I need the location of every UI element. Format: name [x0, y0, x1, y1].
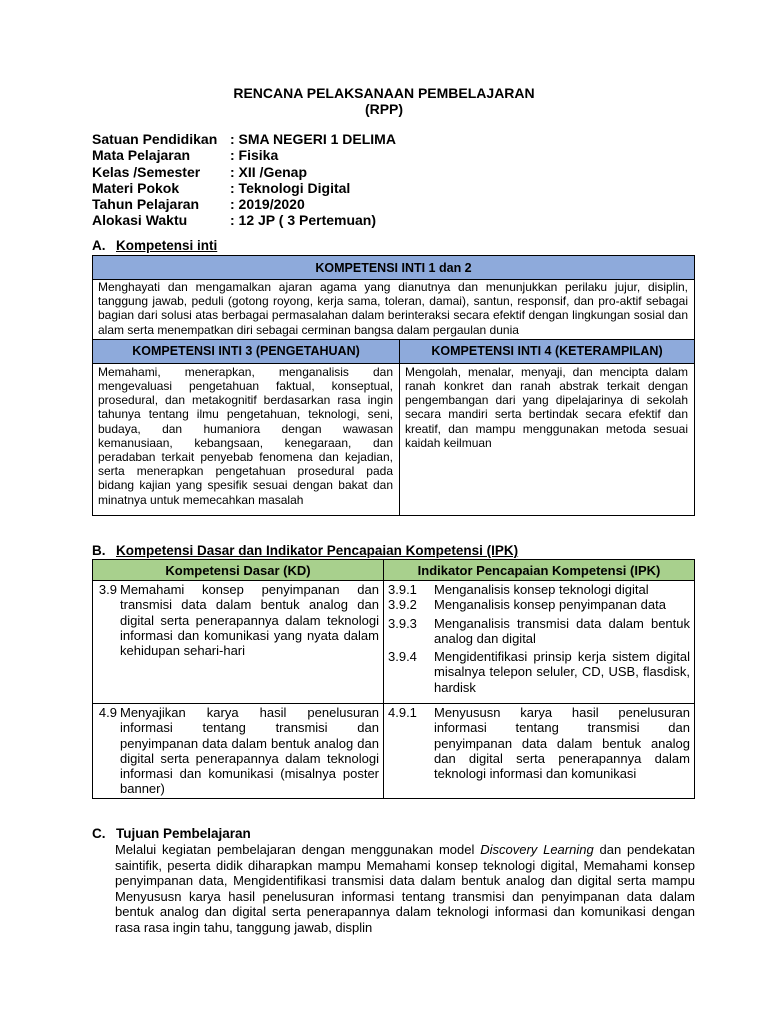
ki12-text: Menghayati dan mengamalkan ajaran agama yang dianutnya dan menunjukkan perilaku jujur, disiplin, tanggung jawab, peduli (gotong royong, kerja sama, toleran, damai), santun, responsif, dan pro-aktif sebagai bagian dari solusi atas berbagai permasalahan dalam berinteraksi secara efektif dengan lingkungan sosial dan alam serta menempatkan diri sebagai cerminan bangsa dalam pergaulan dunia	[98, 280, 688, 337]
kd-number: 4.9	[98, 705, 117, 720]
ipk-item	[384, 705, 694, 781]
ki12-cell	[93, 280, 695, 340]
section-letter: B.	[92, 543, 106, 558]
model-name: Discovery Learning	[480, 842, 594, 857]
meta-value: : Fisika	[230, 147, 279, 164]
meta-row-kelas	[92, 164, 396, 180]
meta-value: : Teknologi Digital	[230, 179, 351, 196]
paragraph-text: dan pendekatan saintifik, peserta didik diharapkan mampu Memahami konsep teknologi digital, Memahami konsep penyimpanan data, Mengidentifikasi transmisi data dalam bentuk analog dan digital serta mampu Menyususn karya hasil penelusuran informasi tentang transmisi dan penyimpanan data dalam bentuk analog dan digital serta penerapannya dalam teknologi informasi dan komunikasi dengan rasa rasa ingin tahu, tanggung jawab, displin	[115, 842, 695, 935]
ipk-item	[384, 597, 694, 612]
identity-block	[92, 131, 396, 229]
kd-item	[93, 582, 383, 658]
kd-header: Kompetensi Dasar (KD)	[93, 560, 384, 581]
meta-label: Mata Pelajaran	[92, 147, 191, 164]
section-b-heading	[92, 543, 518, 558]
ki4-cell	[400, 363, 695, 515]
document-subtitle: (RPP)	[364, 101, 404, 117]
ki3-text: Memahami, menerapkan, menganalisis dan mengevaluasi pengetahuan faktual, konseptual, prosedural, dan metakognitif berdasarkan rasa ingin tahunya tentang ilmu pengetahuan, teknologi, seni, budaya, dan humaniora dengan wawasan kemanusiaan, kebangsaan, kenegaraan, dan peradaban terkait penyebab fenomena dan kejadian, serta menerapkan pengetahuan prosedural pada bidang kajian yang spesifik sesuai dengan bakat dan minatnya untuk memecahkan masalah	[98, 364, 393, 507]
ipk-item	[384, 582, 694, 597]
kd-cell-4-9	[93, 704, 384, 799]
ki4-header: KOMPETENSI INTI 4 (KETERAMPILAN)	[400, 339, 695, 363]
tujuan-paragraph	[115, 842, 695, 935]
ipk-number: 3.9.4	[388, 649, 417, 665]
meta-value: : SMA NEGERI 1 DELIMA	[230, 131, 396, 147]
meta-label: Materi Pokok	[92, 179, 180, 196]
meta-label: Satuan Pendidikan	[92, 131, 218, 147]
section-a-heading	[92, 238, 217, 253]
meta-label: Kelas /Semester	[92, 163, 201, 180]
ipk-number: 4.9.1	[388, 705, 417, 720]
meta-value: : 2019/2020	[230, 196, 305, 213]
ipk-number: 3.9.2	[388, 597, 417, 613]
meta-row-materi	[92, 180, 396, 196]
kd-text: Memahami konsep penyimpanan dan transmisi data dalam bentuk analog dan digital serta penerapannya dalam teknologi informasi dan komunikasi yang nyata dalam kehidupan sehari-hari	[120, 582, 379, 659]
ipk-cell-4-9	[384, 704, 695, 799]
ipk-header: Indikator Pencapaian Kompetensi (IPK)	[384, 560, 695, 581]
meta-value: : 12 JP ( 3 Pertemuan)	[230, 212, 377, 229]
ipk-number: 3.9.3	[388, 615, 417, 631]
ipk-text: Mengidentifikasi prinsip kerja sistem digital misalnya telepon seluler, CD, USB, flasdisk, hardisk	[434, 649, 690, 695]
ki3-header: KOMPETENSI INTI 3 (PENGETAHUAN)	[93, 339, 400, 363]
ipk-text: Menganalisis konsep penyimpanan data	[434, 597, 666, 613]
section-letter: A.	[92, 238, 106, 253]
kd-item	[93, 705, 383, 797]
document-title: RENCANA PELAKSANAAN PEMBELAJARAN	[233, 85, 535, 101]
section-letter: C.	[92, 826, 106, 841]
kompetensi-inti-table	[92, 255, 695, 516]
ipk-cell-3-9	[384, 581, 695, 704]
meta-label: Tahun Pelajaran	[92, 196, 200, 213]
kd-ipk-table	[92, 559, 695, 799]
ipk-item	[384, 649, 694, 695]
kd-cell-3-9	[93, 581, 384, 704]
ki4-text: Mengolah, menalar, menyaji, dan mencipta dalam ranah konkret dan ranah abstrak terkait dengan pengembangan dari yang dipelajarinya di sekolah secara mandiri serta bertindak secara efektif dan kreatif, dan mampu menggunakan metoda sesuai kaidah keilmuan	[405, 364, 688, 450]
meta-row-satuan	[92, 131, 396, 147]
meta-row-mapel	[92, 147, 396, 163]
ki3-cell	[93, 363, 400, 515]
ipk-item	[384, 616, 694, 647]
paragraph-text: Melalui kegiatan pembelajaran dengan menggunakan model	[115, 842, 475, 857]
meta-value: : XII /Genap	[230, 163, 308, 180]
section-title: Kompetensi inti	[116, 238, 218, 253]
meta-row-tahun	[92, 196, 396, 212]
ipk-number: 3.9.1	[388, 582, 417, 597]
ipk-text: Menganalisis konsep teknologi digital	[434, 582, 649, 597]
ipk-text: Menganalisis transmisi data dalam bentuk analog dan digital	[434, 615, 690, 646]
section-title: Kompetensi Dasar dan Indikator Pencapaian Kompetensi (IPK)	[116, 543, 519, 558]
ki12-header: KOMPETENSI INTI 1 dan 2	[93, 256, 695, 280]
meta-label: Alokasi Waktu	[92, 212, 188, 229]
section-title: Tujuan Pembelajaran	[116, 826, 251, 841]
kd-text: Menyajikan karya hasil penelusuran informasi tentang transmisi dan penyimpanan data dalam bentuk analog dan digital serta penerapannya dalam teknologi informasi dan komunikasi (misalnya poster banner)	[120, 705, 379, 797]
meta-row-alokasi	[92, 212, 396, 228]
kd-number: 3.9	[98, 582, 117, 597]
section-c-heading	[92, 826, 251, 841]
ipk-text: Menyususn karya hasil penelusuran informasi tentang transmisi dan penyimpanan data dalam bentuk analog dan digital serta penerapannya dalam teknologi informasi dan komunikasi	[434, 705, 690, 782]
